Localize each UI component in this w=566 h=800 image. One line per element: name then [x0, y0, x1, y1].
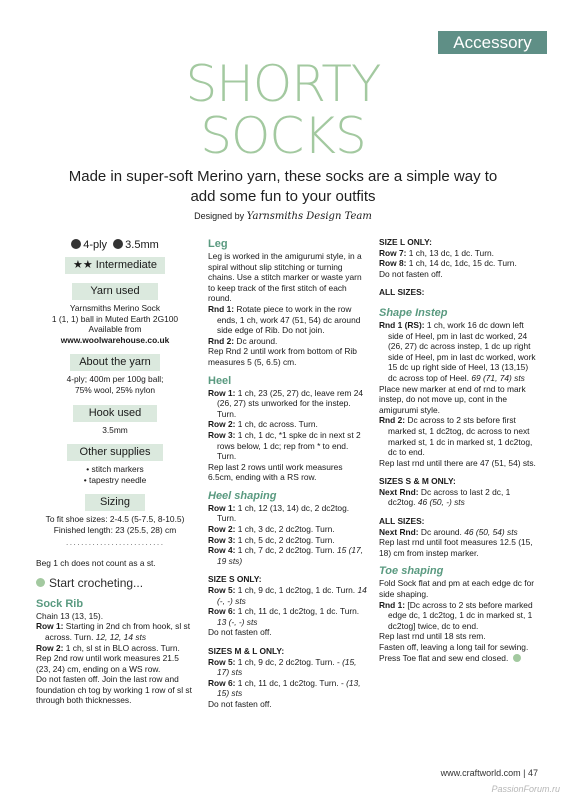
instruction: Chain 13 (13, 15).	[36, 610, 104, 621]
instruction: Do not fasten off. Join the last row and foundation ch tog by working 1 row of sl st through both thicknesses.	[36, 674, 192, 706]
page-title-line1: SHORTY	[185, 55, 381, 113]
instruction-row: Row 3: 1 ch, 5 dc, 2 dc2tog. Turn.	[208, 534, 335, 545]
instruction-row: Row 4: 1 ch, 7 dc, 2 dc2tog. Turn. 15 (17, 19 sts)	[208, 545, 364, 566]
instruction: Rep Rnd 2 until work from bottom of Rib measures 5 (5, 6.5) cm.	[208, 346, 357, 367]
ply: 4-ply	[83, 239, 108, 251]
meta-line	[36, 237, 194, 253]
end-mark-icon	[513, 654, 521, 662]
instruction: Rep last 2 rows until work measures 6.5cm, ending with a RS row.	[208, 461, 343, 483]
instruction: Rep last rnd until 18 sts rem.	[379, 631, 486, 642]
instruction-row: Next Rnd: Dc across to last 2 dc, 1 dc2tog. 46 (50, -) sts	[379, 486, 511, 508]
size-heading: ALL SIZES:	[379, 287, 425, 298]
section-heading-toe-shaping: Toe shaping	[379, 565, 444, 578]
instruction: Place new marker at end of rnd to mark instep, do not move up, cont in the amigurumi style.	[379, 383, 526, 415]
footer	[441, 768, 538, 778]
yarn-link[interactable]: www.woolwarehouse.co.uk	[60, 334, 170, 345]
instruction: Rep last rnd until foot measures 12.5 (15, 18) cm from instep marker.	[379, 537, 533, 558]
section-heading-heel: Heel	[208, 374, 232, 387]
instruction-row: Row 8: 1 ch, 14 dc, 1dc, 15 dc. Turn.	[379, 258, 517, 269]
watermark: PassionForum.ru	[491, 784, 560, 794]
hook-value: 3.5mm	[102, 424, 128, 435]
designer-signature: Yarnsmiths Design Team	[246, 211, 372, 222]
page-title-line2: SOCKS	[200, 107, 366, 165]
instruction-row: Row 2: 1 ch, 3 dc, 2 dc2tog. Turn.	[208, 524, 335, 535]
size-heading: ALL SIZES:	[379, 516, 425, 527]
instruction-row: Row 1: Starting in 2nd ch from hook, sl st across. Turn. 12, 12, 14 sts	[36, 621, 191, 642]
sizing-head: Sizing	[85, 494, 145, 511]
pattern-column-right	[379, 237, 539, 663]
instruction-row: Rnd 1: Rotate piece to work in the row ends, 1 ch, work 47 (51, 54) dc around side edge of Rib. Do not join.	[208, 303, 361, 336]
supply-item: • stitch markers	[86, 464, 144, 475]
yarn-line: 1 (1, 1) ball in Muted Earth 2G100	[51, 313, 179, 324]
sizing-line: To fit shoe sizes: 2-4.5 (5-7.5, 8-10.5)	[45, 514, 185, 525]
pattern-column-middle	[208, 237, 368, 710]
instruction-row: Row 3: 1 ch, 1 dc, *1 spke dc in next st 2 rows below, 1 dc; rep from * to end. Turn.	[208, 429, 361, 462]
size-heading: SIZE S ONLY:	[208, 574, 262, 585]
other-supplies-head: Other supplies	[67, 444, 163, 461]
instruction-row: Row 7: 1 ch, 13 dc, 1 dc. Turn.	[379, 247, 494, 258]
about-yarn-head: About the yarn	[70, 354, 160, 371]
instruction-row: Row 5: 1 ch, 9 dc, 1 dc2tog, 1 dc. Turn. 14 (-, -) sts	[208, 585, 367, 606]
instruction: Do not fasten off.	[379, 268, 443, 279]
sizing-line: Finished length: 23 (25.5, 28) cm	[53, 524, 177, 535]
instruction-row: Row 5: 1 ch, 9 dc, 2 dc2tog. Turn. - (15, 17) sts	[208, 656, 357, 678]
instruction-row: Row 2: 1 ch, dc across. Turn.	[208, 419, 318, 430]
instruction-row: Next Rnd: Dc around. 46 (50, 54) sts	[379, 526, 518, 537]
instruction-row: Row 6: 1 ch, 11 dc, 1 dc2tog, 1 dc. Turn. 13 (-, -) sts	[208, 606, 360, 627]
instruction-row: Rnd 1: [Dc across to 2 sts before marked edge dc, 1 dc2tog, 1 dc in marked st, 1 dc2tog] twice, dc to end.	[379, 599, 533, 631]
instruction-row: Row 1: 1 ch, 23 (25, 27) dc, leave rem 24 (26, 27) sts unworked for the instep. Turn.	[208, 387, 364, 419]
section-heading-heel-shaping: Heel shaping	[208, 489, 277, 502]
instruction-row: Row 6: 1 ch, 11 dc, 1 dc2tog. Turn. - (13, 15) sts	[208, 677, 361, 699]
beg-note: Beg 1 ch does not count as a st.	[36, 558, 156, 569]
instruction-row: Row 2: 1 ch, sl st in BLO across. Turn.	[36, 642, 180, 653]
bullet-icon	[36, 578, 45, 587]
about-line: 4-ply; 400m per 100g ball;	[66, 374, 164, 385]
divider: ··························	[65, 538, 165, 549]
hook-used-head: Hook used	[73, 405, 157, 422]
about-line: 75% wool, 25% nylon	[74, 384, 156, 395]
section-heading-sock-rib: Sock Rib	[36, 597, 84, 610]
instruction: Fasten off, leaving a long tail for sewing.	[379, 642, 529, 652]
instruction-row: Rnd 1 (RS): 1 ch, work 16 dc down left side of Heel, pm in last dc worked, 24 (26, 27) dc across instep, 1 dc up right side of Heel, pm in last dc worked, work 15 dc up right side of Heel, 13 (13,15) dc across top of Heel. 69 (71, 74) sts	[379, 319, 536, 383]
start-heading: Start crocheting...	[36, 575, 194, 591]
hook-icon	[113, 239, 123, 249]
instruction-row: Row 1: 1 ch, 12 (13, 14) dc, 2 dc2tog. Turn.	[208, 502, 350, 524]
category-tag: Accessory	[438, 31, 547, 54]
instruction-row: Rnd 2: Dc across to 2 sts before first marked st, 1 dc2tog, dc across to next marked st, 1 dc in marked st, 1 dc2tog, dc to end.	[379, 415, 533, 458]
yarn-used-head: Yarn used	[72, 283, 158, 300]
instruction: Do not fasten off.	[208, 627, 272, 638]
footer-site[interactable]: www.craftworld.com	[440, 768, 521, 778]
yarn-line: Yarnsmiths Merino Sock	[69, 303, 161, 313]
page-number: 47	[527, 768, 538, 778]
instruction: Do not fasten off.	[208, 698, 272, 709]
designer-credit	[0, 211, 566, 222]
instruction-row: Rnd 2: Dc around.	[208, 335, 278, 346]
instruction: Press Toe flat and sew end closed.	[379, 653, 539, 664]
size-heading: SIZES S & M ONLY:	[379, 476, 456, 487]
intro-text: Made in super-soft Merino yarn, these socks are a simple way to add some fun to your outfits	[68, 168, 498, 205]
info-column	[36, 237, 194, 706]
instruction: Fold Sock flat and pm at each edge dc for side shaping.	[379, 578, 535, 600]
instruction: Rep 2nd row until work measures 21.5 (23, 24) cm, ending on a WS row.	[36, 653, 179, 674]
supply-item: • tapestry needle	[83, 474, 147, 485]
credit-prefix: Designed by	[194, 211, 245, 221]
instruction: Rep last rnd until there are 47 (51, 54) sts.	[379, 457, 536, 468]
footer-separator: |	[523, 768, 526, 778]
section-heading-leg: Leg	[208, 238, 228, 250]
instruction: Leg is worked in the amigurumi style, in a spiral without slip stitching or turning chains. Use a stitch marker or waste yarn to keep track of the first stitch of each round.	[208, 251, 362, 304]
yarn-ball-icon	[71, 239, 81, 249]
level-badge: ★★ Intermediate	[65, 257, 165, 274]
yarn-line: Available from	[88, 324, 142, 335]
size-heading: SIZES M & L ONLY:	[208, 646, 285, 656]
section-heading-shape-instep: Shape Instep	[379, 306, 448, 319]
hook-size: 3.5mm	[125, 239, 159, 251]
size-heading: SIZE L ONLY:	[379, 237, 432, 247]
